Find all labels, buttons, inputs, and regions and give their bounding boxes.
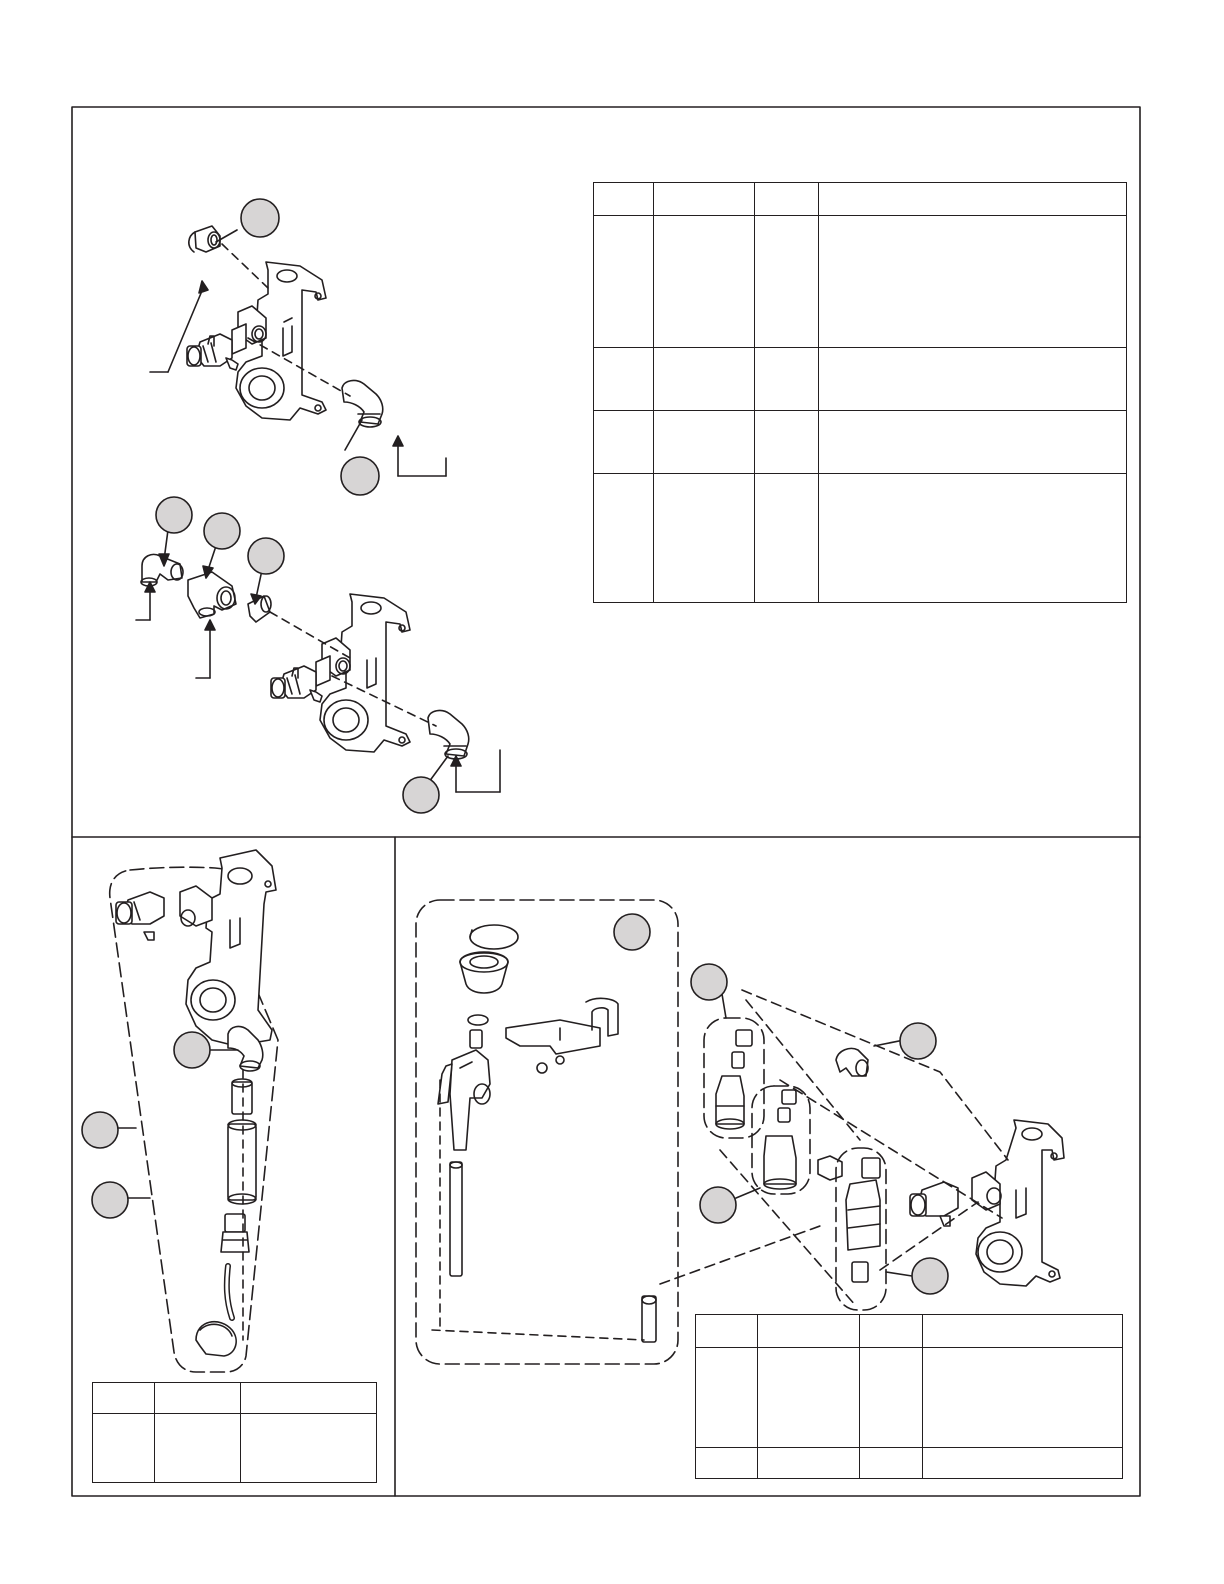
table-row (594, 348, 1127, 411)
table-row (594, 474, 1127, 603)
table-cell (758, 1348, 860, 1448)
bottom-left-parts-table (92, 1382, 377, 1483)
top-parts-table (593, 182, 1127, 603)
table-cell (155, 1414, 241, 1483)
table-cell (755, 216, 819, 348)
table-cell (819, 474, 1127, 603)
bottom-right-callouts (614, 914, 948, 1294)
callout-bubble (900, 1023, 936, 1059)
table-cell (594, 411, 654, 474)
callout-bubble (204, 513, 240, 549)
callout-bubble (912, 1258, 948, 1294)
table-cell (654, 216, 755, 348)
table-header-row (93, 1383, 377, 1414)
table-cell (860, 1448, 923, 1479)
callout-bubble (156, 497, 192, 533)
callout-bubble (82, 1112, 118, 1148)
table-row (696, 1348, 1123, 1448)
table-cell (860, 1348, 923, 1448)
callout-bubble (174, 1032, 210, 1068)
callout-bubble (241, 199, 279, 237)
header-cell (819, 183, 1127, 216)
callout-bubble (700, 1187, 736, 1223)
table-row (594, 411, 1127, 474)
header-cell (594, 183, 654, 216)
bottom-left-assembly (110, 850, 278, 1372)
header-cell (860, 1315, 923, 1348)
callout-bubble (403, 777, 439, 813)
table-row (696, 1448, 1123, 1479)
callout-bubble (614, 914, 650, 950)
bottom-right-kit (416, 900, 1064, 1364)
header-cell (241, 1383, 377, 1414)
table-cell (819, 411, 1127, 474)
table-header-row (594, 183, 1127, 216)
header-cell (93, 1383, 155, 1414)
table-cell (696, 1348, 758, 1448)
table-row (93, 1414, 377, 1483)
table-cell (654, 411, 755, 474)
table-cell (923, 1448, 1123, 1479)
header-cell (654, 183, 755, 216)
table-cell (594, 474, 654, 603)
table-cell (594, 216, 654, 348)
table-cell (594, 348, 654, 411)
header-cell (758, 1315, 860, 1348)
table-cell (755, 474, 819, 603)
table-cell (93, 1414, 155, 1483)
table-cell (819, 348, 1127, 411)
header-cell (755, 183, 819, 216)
table-row (594, 216, 1127, 348)
top-valve-assembly-1 (150, 226, 446, 476)
table-cell (755, 348, 819, 411)
header-cell (696, 1315, 758, 1348)
table-cell (755, 411, 819, 474)
header-cell (923, 1315, 1123, 1348)
top-valve-assembly-2 (136, 530, 500, 792)
table-cell (758, 1448, 860, 1479)
callout-bubble (248, 538, 284, 574)
bottom-left-callouts (82, 1032, 210, 1218)
callout-bubble (691, 964, 727, 1000)
bottom-right-parts-table (695, 1314, 1123, 1479)
table-cell (819, 216, 1127, 348)
table-header-row (696, 1315, 1123, 1348)
callout-bubble (92, 1182, 128, 1218)
header-cell (155, 1383, 241, 1414)
callout-bubble (341, 457, 379, 495)
table-cell (923, 1348, 1123, 1448)
table-cell (654, 348, 755, 411)
table-cell (696, 1448, 758, 1479)
table-cell (241, 1414, 377, 1483)
table-cell (654, 474, 755, 603)
